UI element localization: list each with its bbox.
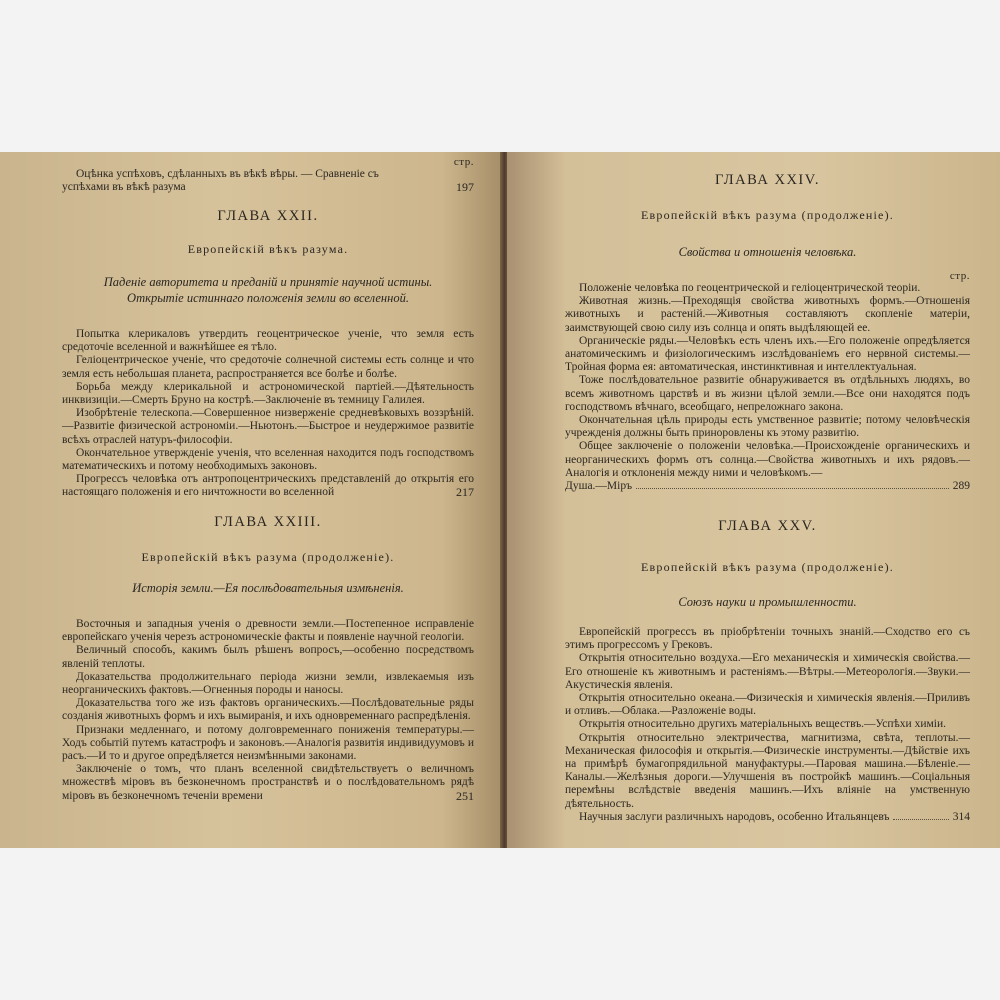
chapter-subtitle: Свойства и отношенія человѣка. bbox=[678, 245, 857, 259]
page-number: 197 bbox=[456, 180, 474, 195]
toc-entry: Открытія относительно воздуха.—Его механическія и химическія свойства.—Его отношеніе къ животнымъ и растеніямъ.—Вѣтры.—Метеорологія.—Звуки.—Акустическія явленія. bbox=[565, 652, 970, 691]
toc-entry: Геліоцентрическое ученіе, что средоточіе солнечной системы есть солнце и что земля есть небольшая планета, распространяется все болѣе и болѣе. bbox=[62, 354, 474, 380]
toc-entry: Борьба между клерикальной и астрономической партіей.—Дѣятельность инквизиціи.—Смерть Бруно на кострѣ.—Заключеніе въ темницу Галилея. bbox=[62, 380, 474, 407]
toc-entry: Открытія относительно электричества, магнитизма, свѣта, теплоты.—Механическая философія и открытія.—Физическіе инструменты.—Дѣйствіе ихъ на примѣрѣ бумагопрядильной мануфактуры.—Паровая машина.—Бѣленіе.—Каналы.—Желѣзныя дороги.—Улучшенія въ постройкѣ машинъ.—Соціальныя перемѣны вслѣдствіе введенія машинъ.—Ихъ вліяніе на умственную дѣятельность. bbox=[565, 731, 970, 810]
toc-entry: Окончательная цѣль природы есть умственное развитіе; потому человѣческія учрежденія должны быть приноровлены къ этому развитію. bbox=[565, 414, 970, 440]
chapter-subtitle: Исторія земли.—Ея послѣдовательныя измѣненія. bbox=[132, 581, 404, 595]
toc-entry-end: Научныя заслуги различныхъ народовъ, особенно Итальянцевъ 314 bbox=[579, 810, 970, 823]
page-number: 314 bbox=[952, 810, 970, 823]
page-column-label: стр. bbox=[949, 270, 970, 282]
toc-entry: Тоже послѣдовательное развитіе обнаруживается въ отдѣльныхъ людяхъ, во всемъ животномъ царствѣ и въ жизни цѣлой земли.—Все они находятся подъ господствомъ вѣчнаго, всеобщаго, непреложнаго закона. bbox=[565, 374, 970, 413]
chapter-title: ГЛАВА XXII. bbox=[217, 208, 319, 224]
chapter-title: ГЛАВА XXIV. bbox=[715, 172, 820, 188]
section-title: Европейскій вѣкъ разума (продолженіе). bbox=[641, 560, 894, 574]
toc-entry: Восточныя и западныя ученія о древности земли.—Постепенное исправленіе европейскаго ученія черезъ астрономическіе факты и появленіе научной геологіи. bbox=[62, 618, 474, 644]
book-spread bbox=[0, 152, 1000, 848]
toc-entry: Животная жизнь.—Преходящія свойства животныхъ формъ.—Отношенія животныхъ и растеній.—Животныя составляютъ скопленіе матеріи, заимствующей свою силу изъ солнца и опять выдѣляющей ее. bbox=[565, 295, 970, 334]
toc-entry: Доказательства того же изъ фактовъ органическихъ.—Послѣдовательные ряды созданія животныхъ формъ и ихъ вымиранія, и ихъ одновременнаго распредѣленія. bbox=[62, 697, 474, 723]
toc-entry: Общее заключеніе о положеніи человѣка.—Происхожденіе органическихъ и неорганическихъ формъ отъ солнца.—Свойства животныхъ и ихъ рядовъ.—Аналогія и отклоненія между ними и человѣкомъ.— bbox=[565, 440, 970, 479]
section-title: Европейскій вѣкъ разума. bbox=[187, 242, 349, 256]
toc-entry: Доказательства продолжительнаго періода жизни земли, извлекаемыя изъ неорганическихъ фактовъ.—Огненныя породы и наносы. bbox=[62, 670, 474, 697]
toc-entry: Окончательное утвержденіе ученія, что вселенная находится подъ господствомъ математическихъ и потому необходимыхъ законовъ. bbox=[62, 446, 474, 473]
page-number: 251 bbox=[456, 788, 474, 803]
toc-entry: Величный способъ, какимъ былъ рѣшенъ вопросъ,—особенно посредствомъ явленій теплоты. bbox=[62, 644, 474, 670]
left-page bbox=[0, 152, 502, 848]
toc-entry: Признаки медленнаго, и потому долговременнаго пониженія температуры.—Ходъ событій путемъ катастрофъ и законовъ.—Аналогія развитія индивидуумовъ и расъ.—И то и другое опредѣляется неизмѣнными законами. bbox=[62, 723, 474, 763]
toc-entry: Открытія относительно океана.—Физическія и химическія явленія.—Приливъ и отливъ.—Облака.—Разложеніе воды. bbox=[565, 692, 970, 718]
toc-entry: Положеніе человѣка по геоцентрической и геліоцентрической теоріи. bbox=[579, 282, 921, 294]
chapter-subtitle: Союзъ науки и промышленности. bbox=[678, 595, 857, 609]
toc-entry: Попытка клерикаловъ утвердить геоцентрическое ученіе, что земля есть средоточіе вселенной и важнѣйшее ея тѣло. bbox=[62, 328, 474, 354]
right-page bbox=[507, 152, 1000, 848]
toc-entry-end: Душа.—Міръ 289 bbox=[565, 480, 970, 493]
toc-entry: Заключеніе о томъ, что планъ вселенной свидѣтельствуетъ о величномъ множествѣ міровъ въ безконечномъ пространствѣ и о послѣдовательномъ рядѣ міровъ въ безконечномъ теченіи времени 251 bbox=[62, 763, 474, 803]
intro-entry: Оцѣнка успѣховъ, сдѣланныхъ въ вѣкѣ вѣры. — Сравненіе съ успѣхами въ вѣкѣ разума 197 bbox=[62, 168, 474, 195]
chapter-title: ГЛАВА XXV. bbox=[718, 518, 817, 534]
chapter-subtitle: Открытіе истиннаго положенія земли во вселенной. bbox=[127, 291, 409, 305]
toc-entry: Открытія относительно другихъ матеріальныхъ веществъ.—Успѣхи химіи. bbox=[579, 718, 946, 731]
page-number: 217 bbox=[456, 485, 474, 500]
chapter-title: ГЛАВА XXIII. bbox=[214, 514, 322, 530]
toc-entry: Органическіе ряды.—Человѣкъ есть членъ ихъ.—Его положеніе опредѣляется анатомическимъ и физіологическимъ изслѣдованіемъ его нервной системы.—Тройная форма ея: автоматическая, инстинктивная и интеллектуальная. bbox=[565, 334, 970, 374]
section-title: Европейскій вѣкъ разума (продолженіе). bbox=[641, 208, 894, 222]
chapter-subtitle: Паденіе авторитета и преданій и принятіе научной истины. bbox=[103, 275, 433, 289]
section-title: Европейскій вѣкъ разума (продолженіе). bbox=[141, 550, 395, 564]
toc-entry: Европейскій прогрессъ въ пріобрѣтеніи точныхъ знаній.—Сходство его съ этимъ прогрессомъ у Грековъ. bbox=[565, 626, 970, 652]
page-column-label: стр. bbox=[453, 156, 474, 168]
toc-entry: Изобрѣтеніе телескопа.—Совершенное низверженіе средневѣковыхъ воззрѣній.—Развитіе физической астрономіи.—Ньютонъ.—Быстрое и неудержимое развитіе всѣхъ отраслей натуръ-философіи. bbox=[62, 407, 474, 446]
toc-entry: Прогрессъ человѣка отъ антропоцентрическихъ представленій до открытія его настоящаго положенія и его ничтожности во вселенной 217 bbox=[62, 473, 474, 500]
page-number: 289 bbox=[952, 480, 970, 493]
